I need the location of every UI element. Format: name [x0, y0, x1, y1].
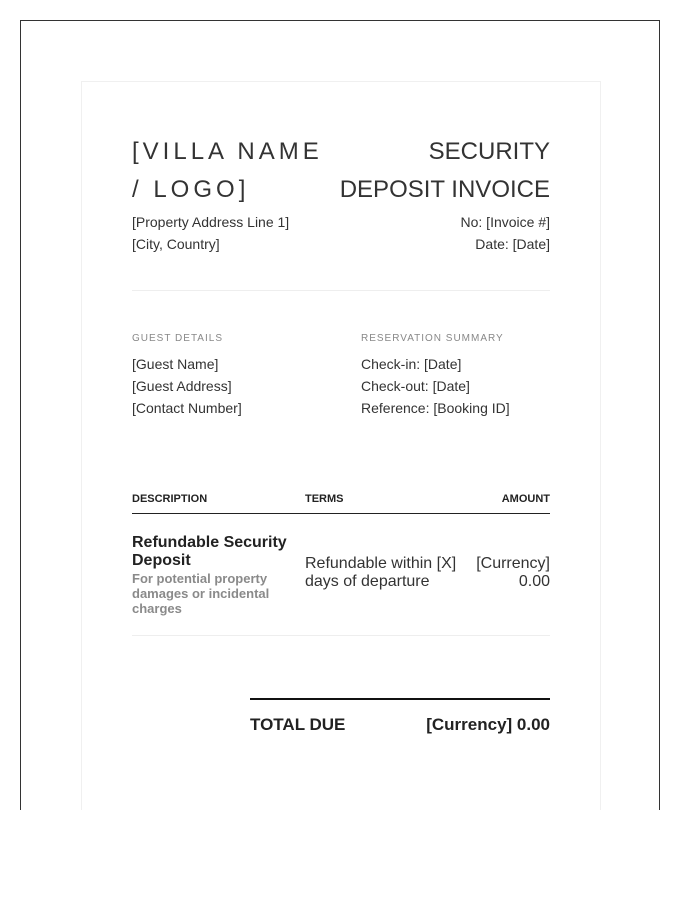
check-out: Check-out: [Date]: [361, 378, 470, 394]
reservation-summary: [361, 333, 510, 419]
document-title-line-1: SECURITY: [428, 138, 550, 165]
check-in: Check-in: [Date]: [361, 356, 462, 372]
guest-name: [Guest Name]: [132, 356, 219, 372]
details-section: [132, 291, 550, 481]
document-title-line-2: DEPOSIT INVOICE: [339, 176, 550, 203]
property-address-line-1: [Property Address Line 1]: [132, 214, 290, 230]
guest-address: [Guest Address]: [132, 378, 232, 394]
invoice-meta: [461, 211, 551, 255]
property-city-country: [City, Country]: [132, 236, 220, 252]
table-row: [132, 514, 550, 636]
reservation-summary-label: RESERVATION SUMMARY: [361, 333, 504, 344]
total-due-label: TOTAL DUE: [250, 715, 346, 734]
total-due: [250, 698, 550, 740]
property-address: [132, 211, 289, 255]
column-description: DESCRIPTION: [132, 493, 208, 505]
villa-name-logo: [VILLA NAME / LOGO]: [132, 138, 323, 203]
table-header: [132, 481, 550, 514]
document-title: [310, 133, 550, 209]
column-terms: TERMS: [305, 493, 344, 505]
charges-table: [132, 481, 550, 636]
item-description: Refundable Security Deposit: [132, 534, 287, 569]
total-due-value: [Currency] 0.00: [426, 715, 550, 734]
guest-details-label: GUEST DETAILS: [132, 333, 223, 344]
invoice-date: Date: [Date]: [475, 236, 550, 252]
guest-details: [132, 333, 242, 419]
item-note: For potential property damages or incidental charges: [132, 571, 270, 616]
invoice-content: [132, 133, 550, 636]
guest-contact: [Contact Number]: [132, 400, 242, 416]
invoice-number: No: [Invoice #]: [460, 214, 550, 230]
booking-reference: Reference: [Booking ID]: [361, 400, 510, 416]
item-amount: [Currency] 0.00: [476, 555, 550, 590]
column-amount: AMOUNT: [501, 493, 550, 505]
item-terms: Refundable within [X] days of departure: [305, 555, 457, 590]
invoice-header: [132, 133, 550, 291]
